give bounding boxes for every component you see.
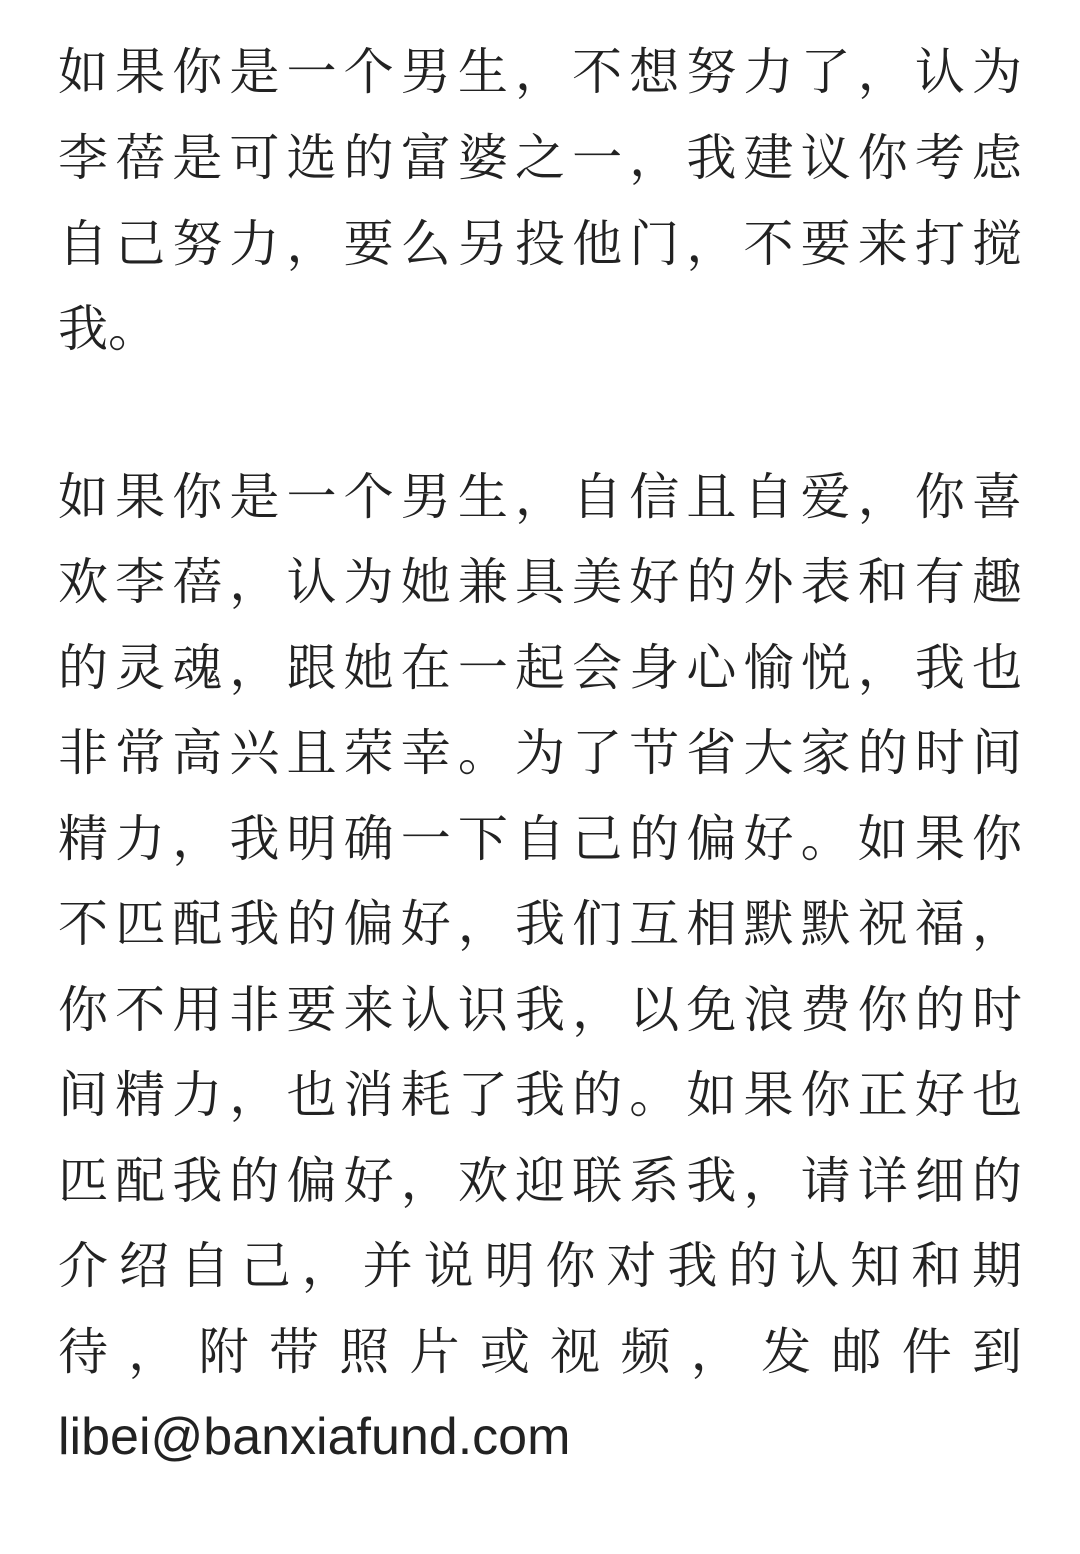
paragraph-line: 如果你是一个男生，不想努力了，认为: [58, 43, 1022, 101]
paragraph-line: 欢李蓓，认为她兼具美好的外表和有趣: [58, 553, 1022, 611]
paragraph-line: 非常高兴且荣幸。为了节省大家的时间: [58, 724, 1022, 782]
paragraph-line: 如果你是一个男生，自信且自爱，你喜: [58, 468, 1022, 526]
paragraph-line: 自己努力，要么另投他门，不要来打搅: [58, 215, 1022, 273]
paragraph-line: 的灵魂，跟她在一起会身心愉悦，我也: [58, 639, 1022, 697]
paragraph-line: 间精力，也消耗了我的。如果你正好也: [58, 1066, 1022, 1124]
paragraph-line: 匹配我的偏好，欢迎联系我，请详细的: [58, 1152, 1022, 1210]
paragraph-line: 你不用非要来认识我，以免浪费你的时: [58, 981, 1022, 1039]
paragraph-line: 李蓓是可选的富婆之一，我建议你考虑: [58, 129, 1022, 187]
paragraph-line: 不匹配我的偏好，我们互相默默祝福，: [58, 895, 1022, 953]
paragraph-line: 精力，我明确一下自己的偏好。如果你: [58, 810, 1022, 868]
paragraph-line: 介绍自己，并说明你对我的认知和期: [58, 1237, 1022, 1295]
email-address: libei@banxiafund.com: [58, 1408, 571, 1466]
paragraph-line: 待，附带照片或视频，发邮件到: [58, 1323, 1022, 1381]
paragraph-line: 我。: [58, 300, 158, 358]
